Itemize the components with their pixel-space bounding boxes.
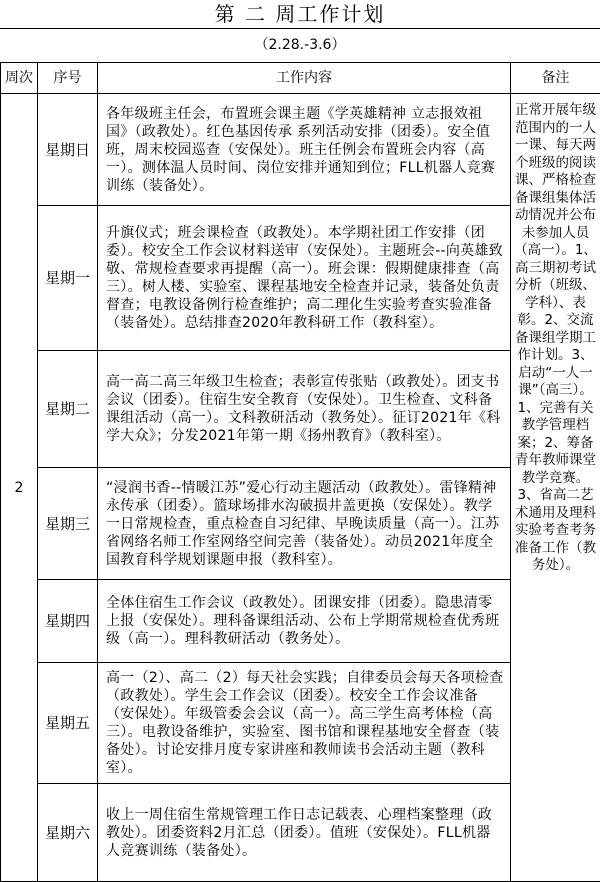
table-row	[1, 206, 600, 351]
table-row	[1, 468, 600, 580]
row-day: 星期四	[38, 580, 98, 663]
page-title: 第 二 周工作计划	[214, 2, 386, 26]
row-day: 星期日	[38, 94, 98, 206]
row-content: 高一（2）、高二（2）每天社会实践；自律委员会每天各项检查（政教处）。学生会工作会议（团委）。校安全工作会议准备（安保处）。年级管委会会议（高一）。高三学生高考体检（高三）。电教设备维护，实验室、图书馆和课程基地安全督查（装备处）。讨论安排月度专家讲座和教师读书会活动主题（教科室）。	[98, 663, 511, 784]
schedule-table	[0, 62, 600, 882]
row-content: “浸润书香--情暖江苏”爱心行动主题活动（政教处）。雷锋精神永传承（团委）。篮球场排水沟破损井盖更换（安保处）。教学一日常规检查，重点检查自习纪律、早晚读质量（高一）。江苏省网络名师工作室网络空间完善（装备处）。动员2021年度全国教育科学规划课题申报（教科室）。	[98, 468, 511, 580]
row-day: 星期五	[38, 663, 98, 784]
row-day: 星期六	[38, 784, 98, 882]
table-row	[1, 784, 600, 882]
remark-cell	[511, 94, 600, 882]
table-row	[1, 351, 600, 468]
row-day: 星期二	[38, 351, 98, 468]
row-content: 各年级班主任会，布置班会课主题《学英雄精神 立志报效祖国》（政教处）。红色基因传承 系列活动安排（团委）。安全值班，周末校园巡查（安保处）。班主任例会布置班会内容（高一）。测体温人员时间、岗位安排并通知到位；FLL机器人竞赛训练（装备处）。	[98, 94, 511, 206]
table-row	[1, 94, 600, 206]
header-content: 工作内容	[98, 63, 511, 94]
header-week: 周次	[1, 63, 38, 94]
remark-text: 正常开展年级范围内的一人一课、每天两个班级的阅读课、严格检查备课组集体活动情况并公布未参加人员（高一）。1、高三期初考试分析（班级、学科）、表彰。2、交流备课组学期工作计划。3、启动“一人一课”（高三）。1、完善有关教学管理档案；2、筹备青年教师课堂教学竞赛。3、省高二艺术通用及理科实验考查考务准备工作（教务处）。	[514, 102, 597, 573]
header-remark: 备注	[511, 63, 600, 94]
row-content: 收上一周住宿生常规管理工作日志记载表、心理档案整理（政教处）。团委资料2月汇总（团委）。值班（安保处）。FLL机器人竞赛训练（装备处）。	[98, 784, 511, 882]
table-row	[1, 663, 600, 784]
row-day: 星期三	[38, 468, 98, 580]
row-content: 升旗仪式；班会课检查（政教处）。本学期社团工作安排（团委）。校安全工作会议材料送审（安保处）。主题班会--向英雄致敬、常规检查要求再提醒（高一）。班会课：假期健康排查（高三）。树人楼、实验室、课程基地安全检查并记录，装备处负责督查；电教设备例行检查维护；高二理化生实验考查实验准备（装备处）。总结排查2020年教科研工作（教科室）。	[98, 206, 511, 351]
row-content: 全体住宿生工作会议（政教处）。团课安排（团委）。隐患清零上报（安保处）。理科备课组活动、公布上学期常规检查优秀班级（高一）。理科教研活动（教务处）。	[98, 580, 511, 663]
title-rule	[0, 28, 600, 29]
week-number: 2	[1, 94, 38, 882]
row-day: 星期一	[38, 206, 98, 351]
table-row	[1, 580, 600, 663]
row-content: 高一高二高三年级卫生检查；表彰宣传张贴（政教处）。团支书会议（团委）。住宿生安全教育（安保处）。卫生检查、文科备课组活动（高一）。文科教研活动（教务处）。征订2021年《科学大众》；分发2021年第一期《扬州教育》（教科室）。	[98, 351, 511, 468]
date-range: （2.28.-3.6）	[254, 37, 346, 53]
header-row	[1, 63, 600, 94]
header-number: 序号	[38, 63, 98, 94]
